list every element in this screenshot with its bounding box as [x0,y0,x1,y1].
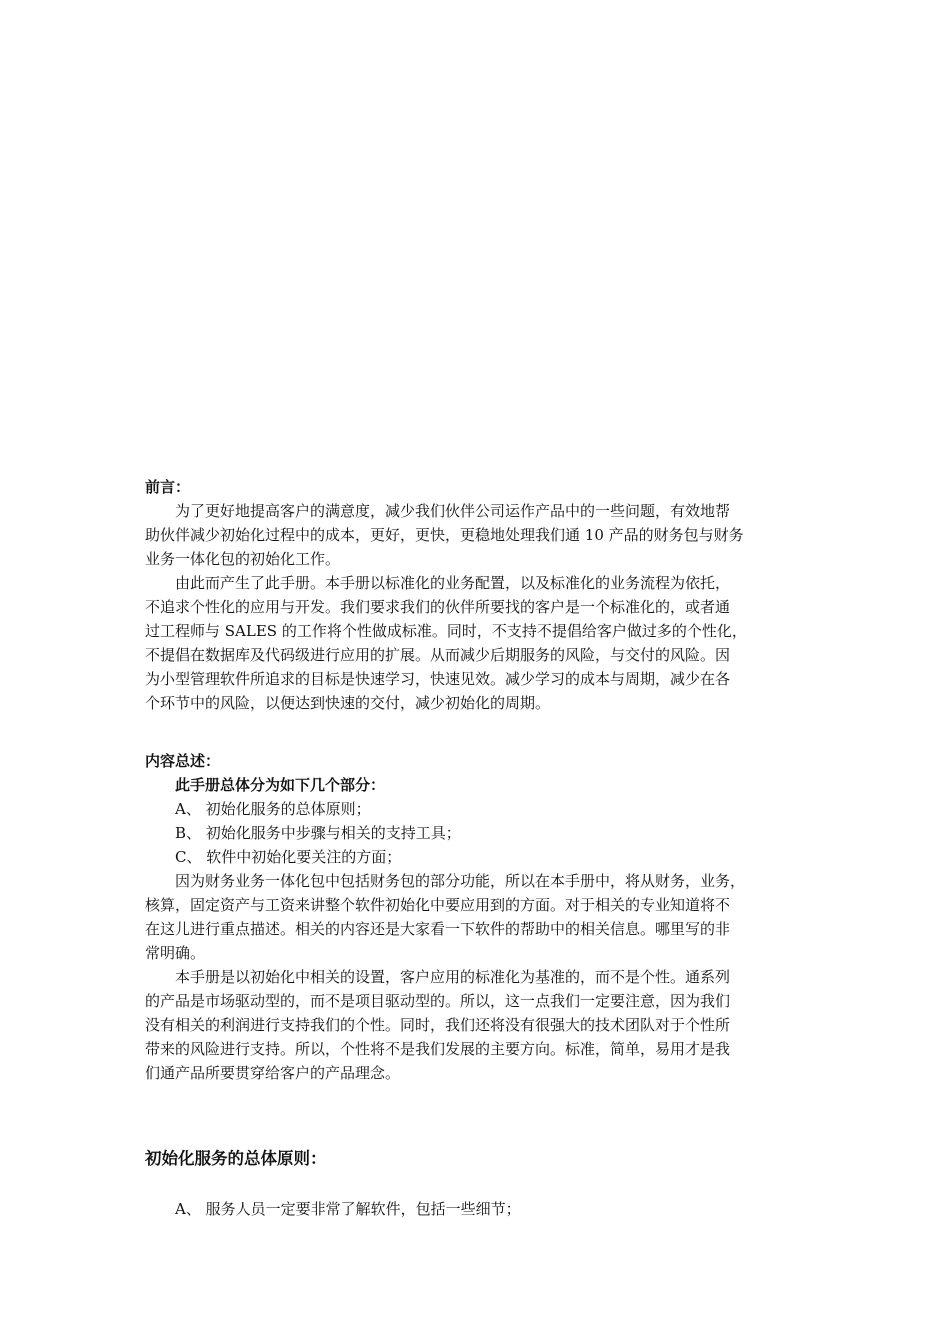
overview-p2-line3: 没有相关的利润进行支持我们的个性。同时，我们还将没有很强大的技术团队对于个性所 [145,1016,731,1034]
preface-p2-line6: 个环节中的风险，以便达到快速的交付，减少初始化的周期。 [145,694,551,712]
preface-p2-line4: 不提倡在数据库及代码级进行应用的扩展。从而减少后期服务的风险，与交付的风险。因 [145,646,731,664]
overview-p2-line2: 的产品是市场驱动型的，而不是项目驱动型的。所以，这一点我们一定要注意，因为我们 [145,992,731,1010]
preface-p1-line2: 助伙伴减少初始化过程中的成本，更好，更快，更稳地处理我们通 10 产品的财务包与财务 [145,526,744,544]
principles-item-a: A、 服务人员一定要非常了解软件，包括一些细节； [175,1200,521,1218]
preface-p2-line5: 为小型管理软件所追求的目标是快速学习，快速见效。减少学习的成本与周期，减少在各 [145,670,731,688]
preface-p2-line3: 过工程师与 SALES 的工作将个性做成标准。同时，不支持不提倡给客户做过多的个性化， [145,622,747,640]
overview-p1-line1: 因为财务业务一体化包中包括财务包的部分功能，所以在本手册中，将从财务，业务， [175,872,746,890]
overview-p2-line1: 本手册是以初始化中相关的设置，客户应用的标准化为基准的，而不是个性。通系列 [175,968,731,986]
preface-p2-line2: 不追求个性化的应用与开发。我们要求我们的伙伴所要找的客户是一个标准化的，或者通 [145,598,731,616]
overview-p2-line5: 们通产品所要贯穿给客户的产品理念。 [145,1064,401,1082]
overview-p1-line2: 核算，固定资产与工资来讲整个软件初始化中要应用到的方面。对于相关的专业知道将不 [145,896,731,914]
overview-p1-line3: 在这儿进行重点描述。相关的内容还是大家看一下软件的帮助中的相关信息。哪里写的非 [145,920,731,938]
overview-heading: 内容总述： [145,752,221,770]
overview-item-a: A、 初始化服务的总体原则； [175,800,371,818]
preface-p2-line1: 由此而产生了此手册。本手册以标准化的业务配置，以及标准化的业务流程为依托， [175,574,731,592]
principles-heading: 初始化服务的总体原则： [145,1149,327,1168]
overview-subheading: 此手册总体分为如下几个部分： [175,776,386,794]
preface-p1-line1: 为了更好地提高客户的满意度，减少我们伙伴公司运作产品中的一些问题，有效地帮 [175,502,731,520]
overview-p2-line4: 带来的风险进行支持。所以，个性将不是我们发展的主要方向。标准，简单，易用才是我 [145,1040,731,1058]
overview-p1-line4: 常明确。 [145,944,206,962]
preface-heading: 前言： [145,478,191,496]
preface-p1-line3: 业务一体化包的初始化工作。 [145,550,341,568]
overview-item-c: C、 软件中初始化要关注的方面； [175,848,402,866]
overview-item-b: B、 初始化服务中步骤与相关的支持工具； [175,824,461,842]
